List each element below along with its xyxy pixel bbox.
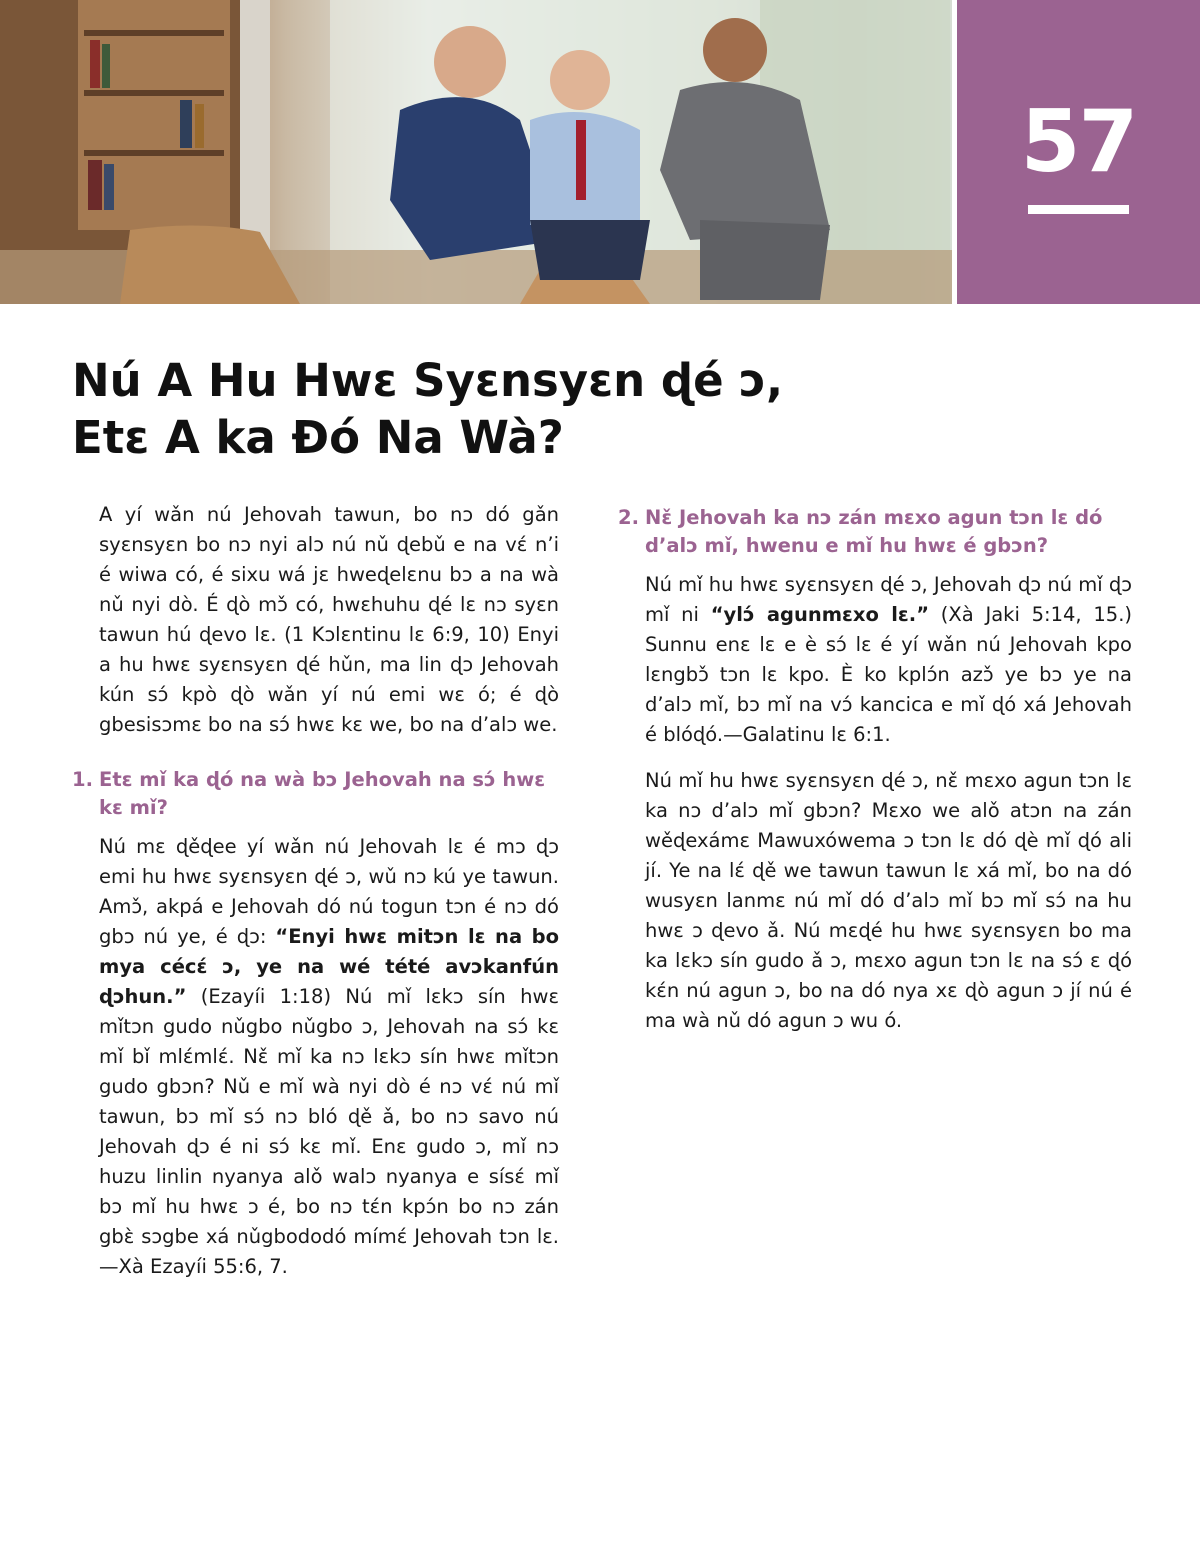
question-number: 1. (72, 768, 93, 791)
section-1-paragraph (72, 832, 559, 1282)
left-column (72, 500, 559, 1298)
page-title (72, 352, 1132, 466)
paragraph-text: Nú mǐ hu hwɛ syɛnsyɛn ɖé ɔ, Jehovah ɖɔ nú mǐ ɖɔ mǐ ni (645, 573, 1132, 626)
header-photo (0, 0, 952, 304)
title-line-2: Etɛ A ka Ðó Na Wà? (72, 411, 564, 464)
question-text: Etɛ mǐ ka ɖó na wà bɔ Jehovah na sɔ́ hwɛ kɛ mǐ? (99, 768, 546, 819)
intro-paragraph: A yí wǎn nú Jehovah tawun, bo nɔ dó gǎn syɛnsyɛn bo nɔ nyi alɔ nú nǔ ɖebǔ e na vɛ́ n’i é wiwa có, é sixu wá jɛ hweɖelɛnu bɔ a na wà nǔ nyi dò. É ɖò mɔ̌ có, hwɛhuhu ɖé lɛ nɔ syɛn tawun hú ɖevo lɛ. (1 Kɔlɛntinu lɛ 6:9, 10) Enyi a hu hwɛ syɛnsyɛn ɖé hǔn, ma lin ɖɔ Jehovah kún sɔ́ kpò ɖò wǎn yí nú emi wɛ ó; é ɖò gbesisɔmɛ bo na sɔ́ hwɛ kɛ we, bo na d’alɔ we. (99, 503, 559, 736)
question-text: Nɛ̌ Jehovah ka nɔ zán mɛxo agun tɔn lɛ dó d’alɔ mǐ, hwenu e mǐ hu hwɛ é gbɔn? (645, 506, 1103, 557)
paragraph-text: (Xà Jaki 5:14, 15.) Sunnu enɛ lɛ e è sɔ́ lɛ é yí wǎn nú Jehovah kpo lɛngbɔ̌ tɔn lɛ kpo. È ko kplɔ́n azɔ̌ ye bɔ ye na d’alɔ mǐ, bɔ mǐ na vɔ́ kancica e mǐ ɖó xá Jehovah é blóɖó.—Galatinu lɛ 6:1. (645, 603, 1133, 746)
scripture-quote: “Enyi hwɛ mitɔn lɛ na bo mya cécɛ́ ɔ, ye na wé tété avɔkanfún ɖɔhun.” (99, 925, 560, 1008)
section-2-paragraph-2: Nú mǐ hu hwɛ syɛnsyɛn ɖé ɔ, nɛ̌ mɛxo agun tɔn lɛ ka nɔ d’alɔ mǐ gbɔn? Mɛxo we alǒ atɔn na zán wěɖexámɛ Mawuxówema ɔ tɔn lɛ dó ɖè mǐ ɖó ali jí. Ye na lɛ́ ɖě we tawun tawun lɛ xá mǐ, bo na dó wusyɛn lanmɛ nú mǐ dó d’alɔ mǐ bɔ mǐ sɔ́ na hu hwɛ ɔ ɖevo ǎ. Nú mɛɖé hu hwɛ syɛnsyɛn bo ma ka lɛkɔ sín gudo ǎ ɔ, mɛxo agun tɔn lɛ na sɔ́ ɛ ɖó kɛ́n nú agun ɔ, bo na dó nya xɛ ɖò agun ɔ jí nú é ma wà nǔ dó agun ɔ wu ó. (645, 769, 1132, 1032)
photo-illustration (0, 0, 952, 304)
question-heading-2 (618, 504, 1132, 560)
lesson-underline (1028, 205, 1129, 214)
section-2-paragraph-1 (618, 570, 1132, 750)
scripture-quote: “ylɔ́ agunmɛxo lɛ.” (710, 603, 930, 626)
lesson-badge (957, 0, 1200, 304)
right-column (618, 500, 1132, 1052)
title-line-1: Nú A Hu Hwɛ Syɛnsyɛn ɖé ɔ, (72, 354, 784, 407)
paragraph-text: (Ezayíi 1:18) Nú mǐ lɛkɔ sín hwɛ mǐtɔn gudo nǔgbo nǔgbo ɔ, Jehovah na sɔ́ kɛ mǐ bǐ mlɛ́mlɛ́. Nɛ̌ mǐ ka nɔ lɛkɔ sín hwɛ mǐtɔn gudo gbɔn? Nǔ e mǐ wà nyi dò é nɔ vɛ́ nú mǐ tawun, bɔ mǐ sɔ́ nɔ bló ɖě ǎ, bo nɔ savo nú Jehovah ɖɔ é ni sɔ́ kɛ mǐ. Enɛ gudo ɔ, mǐ nɔ huzu linlin nyanya alǒ walɔ nyanya e sísɛ́ mǐ bɔ mǐ hu hwɛ ɔ é, bo nɔ tɛ́n kpɔ́n bo nɔ zán gbɛ̀ sɔgbe xá nǔgbododó mímɛ́ Jehovah tɔn lɛ.—Xà Ezayíi 55:6, 7. (99, 985, 559, 1278)
paragraph-text: Nú mɛ ɖěɖee yí wǎn nú Jehovah lɛ é mɔ ɖɔ emi hu hwɛ syɛnsyɛn ɖé ɔ, wǔ nɔ kú ye tawun. Amɔ̌, akpá e Jehovah dó nú togun tɔn é nɔ dó gbɔ nú ye, é ɖɔ: (99, 835, 559, 948)
question-number: 2. (618, 506, 639, 529)
lesson-number: 57 (1020, 92, 1137, 192)
question-heading-1 (72, 766, 559, 822)
